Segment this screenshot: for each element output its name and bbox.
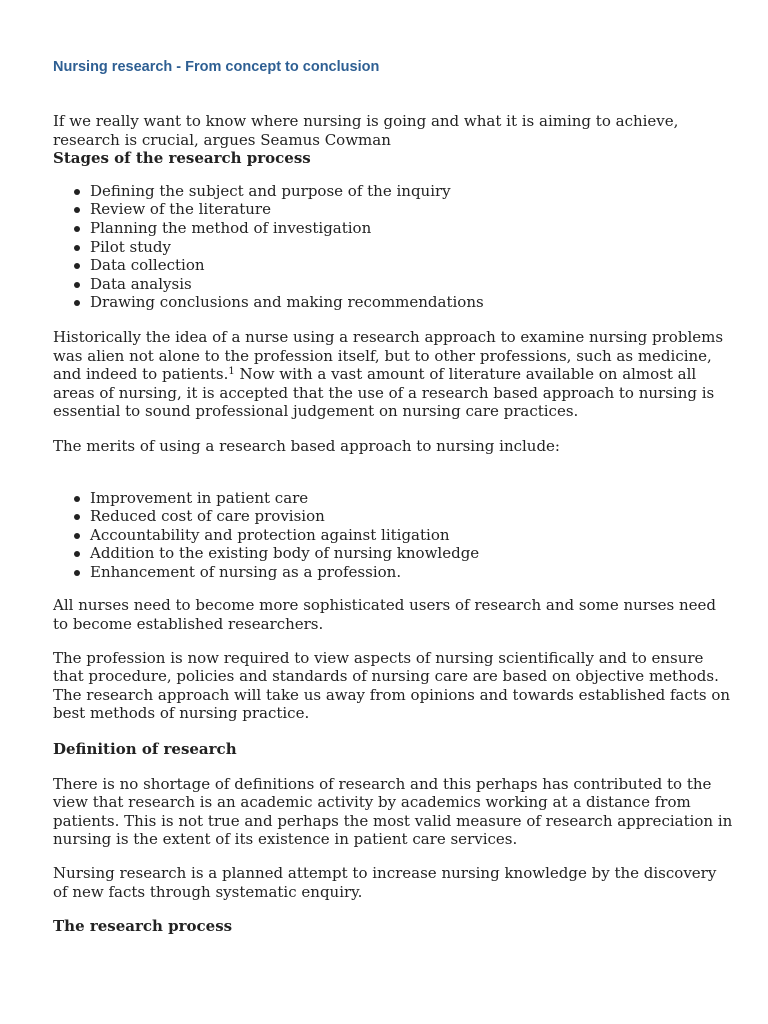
all-nurses-paragraph: All nurses need to become more sophisticated users of research and some nurses need to become established researchers. xyxy=(53,596,717,634)
list-item: Planning the method of investigation xyxy=(90,219,733,238)
list-item: Pilot study xyxy=(90,238,733,257)
article-title: Nursing research - From concept to conclusion xyxy=(53,59,380,75)
profession-paragraph: The profession is now required to view aspects of nursing scientifically and to ensure that procedure, policies and standards of nursing care are based on objective methods. The research approach will take us away from opinions and towards established facts on best methods of nursing practice. xyxy=(53,648,731,723)
merits-list xyxy=(53,489,733,582)
list-item: Addition to the existing body of nursing knowledge xyxy=(90,544,733,563)
historical-text-a: Historically the idea of a nurse using a research approach to examine nursing problems was alien not alone to the profession itself, but to other professions, such as medicine, and indeed to patients. xyxy=(53,327,724,384)
list-item: Accountability and protection against litigation xyxy=(90,526,733,545)
list-item: Data analysis xyxy=(90,275,733,294)
list-item: Enhancement of nursing as a profession. xyxy=(90,563,733,582)
historical-text-b: Now with a vast amount of literature available on almost all areas of nursing, it is accepted that the use of a research based approach to nursing is essential to sound professional judgement on nursing care practices. xyxy=(53,365,715,421)
intro-paragraph: If we really want to know where nursing is going and what it is aiming to achieve, research is crucial, argues Seamus Cowman xyxy=(53,112,679,149)
historical-paragraph xyxy=(53,328,733,421)
list-item: Defining the subject and purpose of the inquiry xyxy=(90,182,733,201)
definition-paragraph: Nursing research is a planned attempt to increase nursing knowledge by the discovery of new facts through systematic enquiry. xyxy=(53,864,717,901)
list-item: Reduced cost of care provision xyxy=(90,507,733,526)
footnote-ref: 1 xyxy=(228,366,235,378)
merits-intro: The merits of using a research based approach to nursing include: xyxy=(53,436,560,455)
heading-definition: Definition of research xyxy=(53,740,237,759)
shortage-paragraph: There is no shortage of definitions of research and this perhaps has contributed to the view that research is an academic activity by academics working at a distance from patients. This is not true and perhaps the most valid measure of research appreciation in nursing is the extent of its existence in patient care services. xyxy=(53,774,733,849)
article xyxy=(53,0,733,936)
list-item: Improvement in patient care xyxy=(90,489,733,508)
list-item: Review of the literature xyxy=(90,200,733,219)
heading-process: The research process xyxy=(53,917,233,936)
stages-list xyxy=(53,182,733,312)
list-item: Data collection xyxy=(90,256,733,275)
heading-stages: Stages of the research process xyxy=(53,149,311,168)
list-item: Drawing conclusions and making recommendations xyxy=(90,293,733,312)
